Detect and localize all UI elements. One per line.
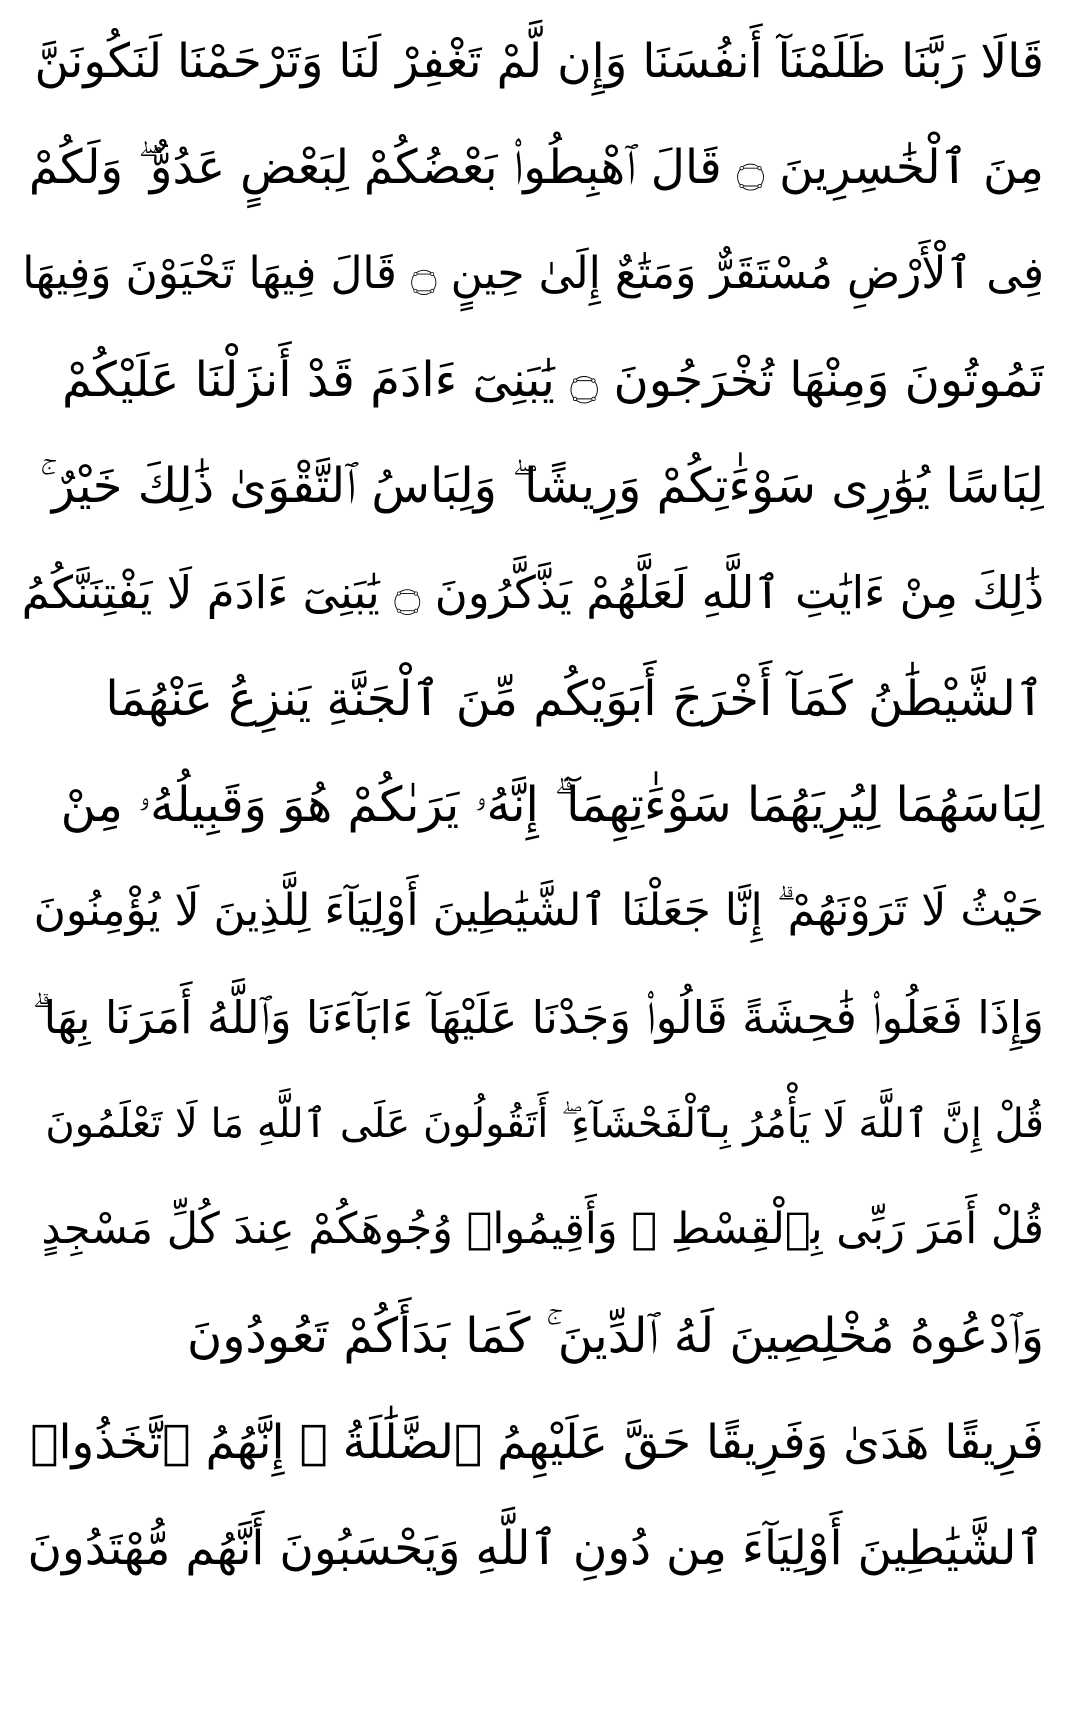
- text-line-10: وَإِذَا فَعَلُوا۟ فَٰحِشَةً قَالُوا۟ وَجَدْنَا عَلَيْهَآ ءَابَآءَنَا وَٱللَّهُ أَمَرَنَا بِهَا ۗ: [32, 990, 1044, 1044]
- text-line-7: ٱلشَّيْطَٰنُ كَمَآ أَخْرَجَ أَبَوَيْكُم مِّنَ ٱلْجَنَّةِ يَنزِعُ عَنْهُمَا: [105, 670, 1044, 727]
- text-line-2: مِنَ ٱلْخَٰسِرِينَ ۝ قَالَ ٱهْبِطُوا۟ بَعْضُكُمْ لِبَعْضٍ عَدُوٌّ ۖ وَلَكُمْ: [28, 139, 1044, 195]
- text-line-14: فَرِيقًا هَدَىٰ وَفَرِيقًا حَقَّ عَلَيْهِمُ ٱلضَّلَٰلَةُ ۗ إِنَّهُمُ ٱتَّخَذُوا۟: [30, 1414, 1044, 1470]
- text-line-15: ٱلشَّيَٰطِينَ أَوْلِيَآءَ مِن دُونِ ٱللَّهِ وَيَحْسَبُونَ أَنَّهُم مُّهْتَدُونَ: [27, 1521, 1044, 1577]
- text-line-9: حَيْثُ لَا تَرَوْنَهُمْ ۗ إِنَّا جَعَلْنَا ٱلشَّيَٰطِينَ أَوْلِيَآءَ لِلَّذِينَ لَا يُؤْمِنُونَ: [33, 885, 1044, 937]
- text-line-13: وَٱدْعُوهُ مُخْلِصِينَ لَهُ ٱلدِّينَ ۚ كَمَا بَدَأَكُمْ تَعُودُونَ: [186, 1308, 1044, 1365]
- text-line-4: تَمُوتُونَ وَمِنْهَا تُخْرَجُونَ ۝ يَٰبَنِىٓ ءَادَمَ قَدْ أَنزَلْنَا عَلَيْكُمْ: [61, 351, 1044, 408]
- text-line-12: قُلْ أَمَرَ رَبِّى بِٱلْقِسْطِ ۖ وَأَقِيمُوا۟ وُجُوهَكُمْ عِندَ كُلِّ مَسْجِدٍ: [41, 1204, 1044, 1255]
- text-line-1: قَالَا رَبَّنَا ظَلَمْنَآ أَنفُسَنَا وَإِن لَّمْ تَغْفِرْ لَنَا وَتَرْحَمْنَا لَنَكُونَنَّ: [34, 33, 1044, 89]
- text-line-11: قُلْ إِنَّ ٱللَّهَ لَا يَأْمُرُ بِٱلْفَحْشَآءِ ۖ أَتَقُولُونَ عَلَى ٱللَّهِ مَا لَا تَعْلَمُونَ: [45, 1100, 1044, 1147]
- mushaf-page: [22, 8, 1044, 1708]
- text-line-8: لِبَاسَهُمَا لِيُرِيَهُمَا سَوْءَٰتِهِمَآ ۗ إِنَّهُۥ يَرَىٰكُمْ هُوَ وَقَبِيلُهُۥ مِنْ: [60, 776, 1044, 833]
- text-line-3: فِى ٱلْأَرْضِ مُسْتَقَرٌّ وَمَتَٰعٌ إِلَىٰ حِينٍ ۝ قَالَ فِيهَا تَحْيَوْنَ وَفِيهَا: [22, 247, 1044, 299]
- text-line-6: ذَٰلِكَ مِنْ ءَايَٰتِ ٱللَّهِ لَعَلَّهُمْ يَذَّكَّرُونَ ۝ يَٰبَنِىٓ ءَادَمَ لَا يَفْتِنَنَّكُمُ: [22, 565, 1044, 619]
- text-line-5: لِبَاسًا يُوَٰرِى سَوْءَٰتِكُمْ وَرِيشًا ۖ وَلِبَاسُ ٱلتَّقْوَىٰ ذَٰلِكَ خَيْرٌ ۚ: [39, 458, 1044, 515]
